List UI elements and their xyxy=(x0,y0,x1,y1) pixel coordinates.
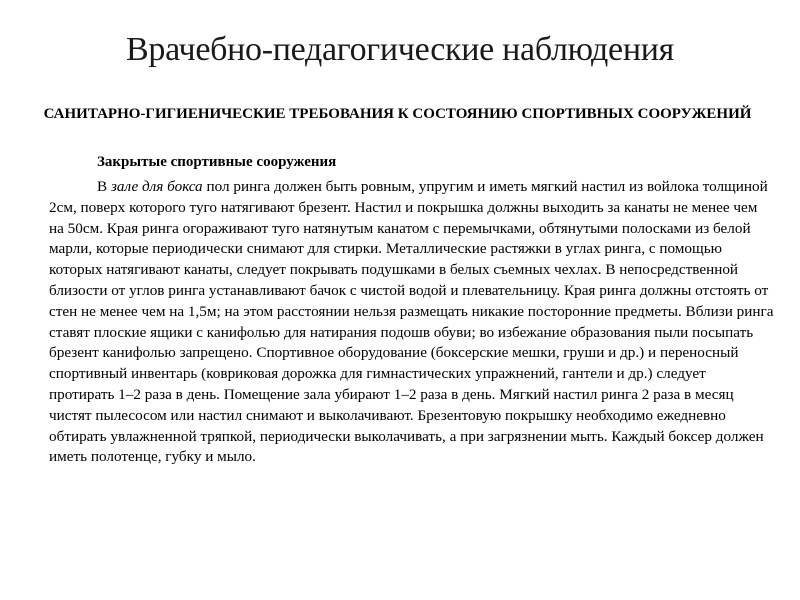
paragraph-text: пол ринга должен быть ровным, упругим и иметь мягкий настил из войлока толщиной 2см, поверх которого туго натягивают брезент. Настил и покрышка должны выходить за канаты не менее чем на 50см. Края ринга огораживают туго натянутым канатом с перемычками, обтянутыми полосками из белой марли, которые периодически снимают для стирки. Металлические растяжки в углах ринга, с помощью которых натягивают канаты, следует покрывать подушками в белых съемных чехлах. В непосредственной близости от углов ринга устанавливают бачок с чистой водой и плевательницу. Края ринга должны отстоять от стен не менее чем на 1,5м; на этом расстоянии нельзя размещать никакие посторонние предметы. Вблизи ринга ставят плоские ящики с канифолью для натирания подошв обуви; во избежание образования пыли посыпать брезент канифолью запрещено. Спортивное оборудование (боксерские мешки, груши и др.) и переносный спортивный инвентарь (ковриковая дорожка для гимнастических упражнений, гантели и др.) следует протирать 1–2 раза в день. Помещение зала убирают 1–2 раза в день. Мягкий настил ринга 2 раза в месяц чистят пылесосом или настил снимают и выколачивают. Брезентовую покрышку необходимо ежедневно обтирать увлажненной тряпкой, периодически выколачивать, а при загрязнении мыть. Каждый боксер должен иметь полотенце, губку и мыло. xyxy=(49,178,774,466)
subsection-heading: Закрытые спортивные сооружения xyxy=(97,154,337,170)
slide-title: Врачебно-педагогические наблюдения xyxy=(126,31,674,68)
paragraph-italic-term: зале для бокса xyxy=(110,178,203,195)
paragraph-prefix: В xyxy=(97,178,111,195)
body-paragraph xyxy=(49,177,774,468)
section-heading: САНИТАРНО-ГИГИЕНИЧЕСКИЕ ТРЕБОВАНИЯ К СОСТОЯНИЮ СПОРТИВНЫХ СООРУЖЕНИЙ xyxy=(43,106,752,122)
